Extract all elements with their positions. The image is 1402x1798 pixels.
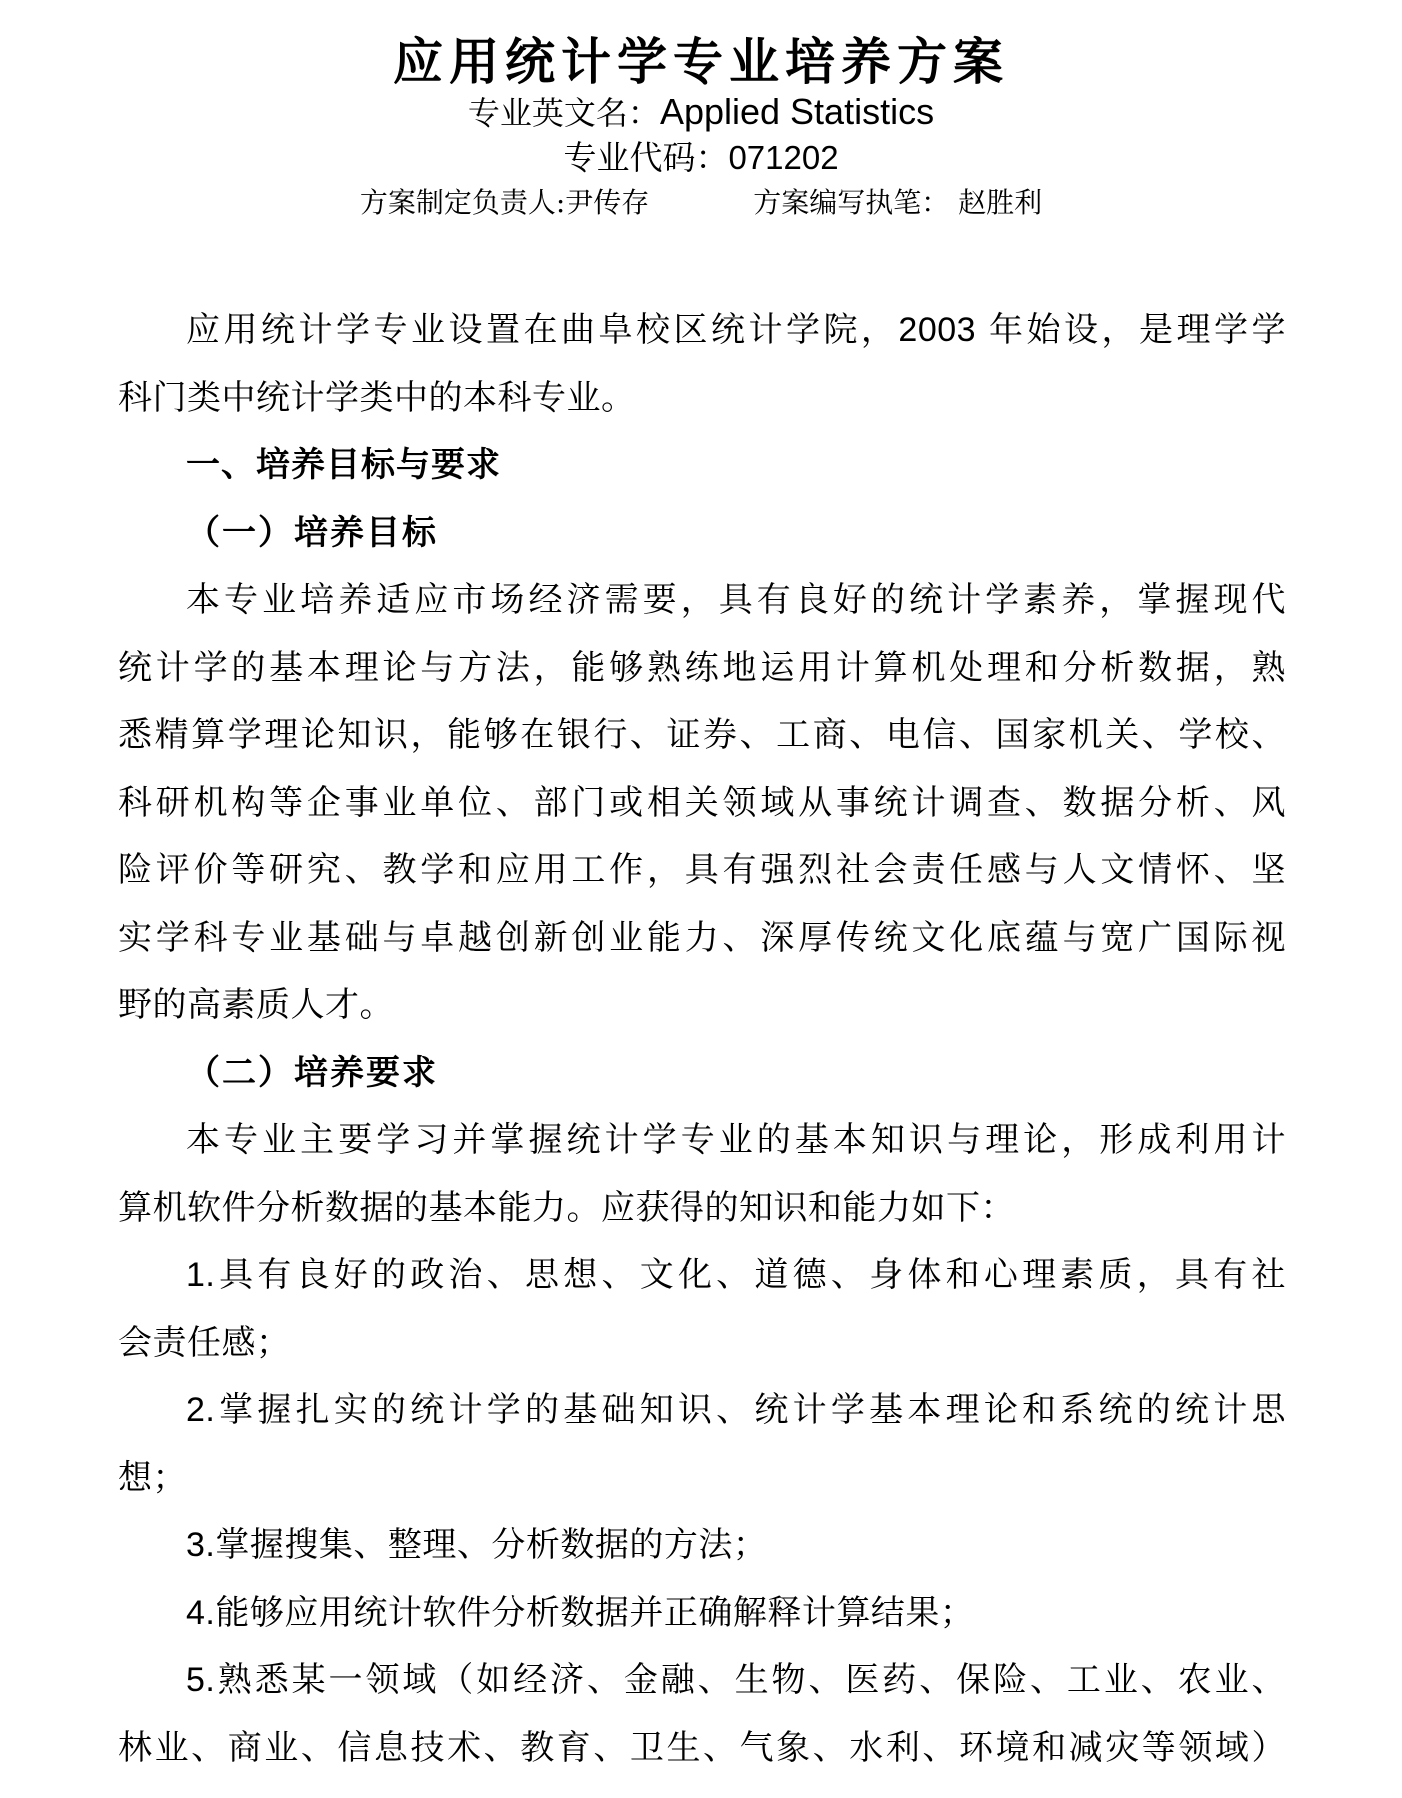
paragraph-line: 科研机构等企事业单位、部门或相关领域从事统计调查、数据分析、风	[118, 783, 1286, 822]
list-item-line: 林业、商业、信息技术、教育、卫生、气象、水利、环境和减灾等领域）	[118, 1728, 1286, 1767]
list-item-line: 3.掌握搜集、整理、分析数据的方法；	[186, 1526, 768, 1564]
paragraph-line: 统计学的基本理论与方法，能够熟练地运用计算机处理和分析数据，熟	[118, 648, 1286, 687]
english-name-label: 专业英文名：	[467, 94, 660, 132]
list-item-line: 4.能够应用统计软件分析数据并正确解释计算结果；	[186, 1593, 975, 1632]
list-item-line: 会责任感；	[118, 1323, 291, 1362]
paragraph-line: 野的高素质人才。	[118, 986, 394, 1024]
paragraph-line: 科门类中统计学类中的本科专业。	[118, 378, 636, 417]
paragraph-line: 实学科专业基础与卓越创新创业能力、深厚传统文化底蕴与宽广国际视	[118, 918, 1286, 957]
byline-plan-editor: 方案编写执笔： 赵胜利	[753, 186, 1043, 219]
paragraph-line: 本专业培养适应市场经济需要，具有良好的统计学素养，掌握现代	[186, 581, 1286, 619]
document-body	[118, 297, 1286, 1782]
english-name-value: Applied Statistics	[659, 91, 935, 132]
subsection-heading: （一）培养目标	[186, 512, 438, 553]
paragraph-line: 算机软件分析数据的基本能力。应获得的知识和能力如下：	[118, 1188, 1015, 1227]
paragraph-line: 本专业主要学习并掌握统计学专业的基本知识与理论，形成利用计	[186, 1121, 1286, 1159]
list-item-line: 想；	[118, 1458, 187, 1497]
list-item-line: 2.掌握扎实的统计学的基础知识、统计学基本理论和系统的统计思	[186, 1391, 1286, 1429]
list-item-line: 1.具有良好的政治、思想、文化、道德、身体和心理素质，具有社	[186, 1256, 1286, 1294]
section-heading: 一、培养目标与要求	[186, 446, 501, 484]
paragraph-line: 应用统计学专业设置在曲阜校区统计学院，2003 年始设，是理学学	[186, 311, 1286, 349]
paragraph-line: 险评价等研究、教学和应用工作，具有强烈社会责任感与人文情怀、坚	[118, 851, 1286, 889]
byline-plan-author: 方案制定负责人:尹传存	[359, 186, 650, 219]
subsection-heading: （二）培养要求	[186, 1052, 438, 1093]
list-item-line: 5.熟悉某一领域（如经济、金融、生物、医药、保险、工业、农业、	[186, 1661, 1286, 1699]
document-title: 应用统计学专业培养方案	[393, 34, 1009, 90]
byline	[0, 186, 1402, 220]
subtitle-major-code: 专业代码：071202	[563, 139, 839, 176]
paragraph-line: 悉精算学理论知识，能够在银行、证券、工商、电信、国家机关、学校、	[118, 716, 1286, 754]
subtitle-english-name	[0, 91, 1402, 134]
